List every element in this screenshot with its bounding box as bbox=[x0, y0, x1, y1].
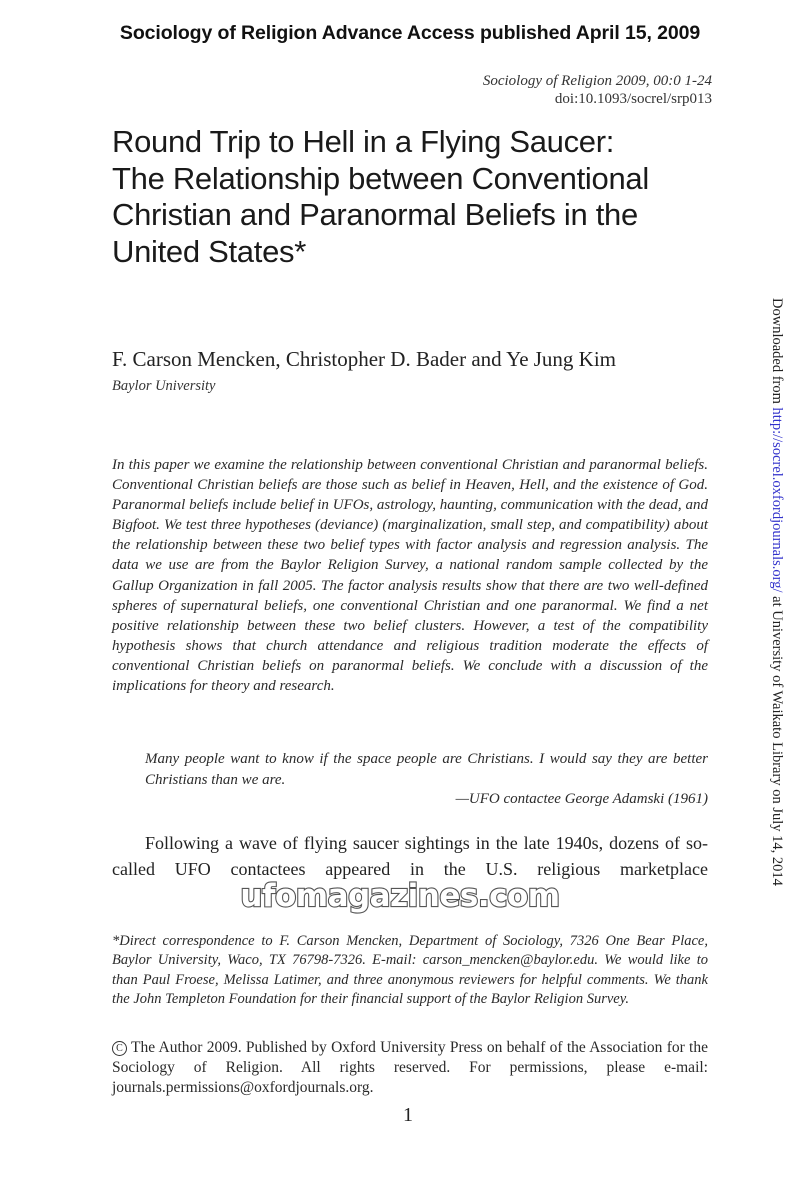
journal-site-link[interactable]: http://socrel.oxfordjournals.org/ bbox=[769, 407, 785, 593]
correspondence-footnote: *Direct correspondence to F. Carson Mencken, Department of Sociology, 7326 One Bear Place, Baylor University, Waco, TX 76798-7326. E-mail: carson_mencken@baylor.edu. We would like to than Paul Froese, Melissa Latimer, and three anonymous reviewers for helpful comments. We thank the John Templeton Foundation for their financial support of the Baylor Religion Survey. bbox=[112, 933, 708, 1008]
body-paragraph bbox=[112, 830, 708, 882]
title-line: The Relationship between Conventional bbox=[112, 160, 649, 196]
copyright-text: The Author 2009. Published by Oxford University Press on behalf of the Association for the Sociology of Religion. All rights reserved. For permissions, please e-mail: journals.permissions@oxfordjournals.org. bbox=[112, 1039, 708, 1096]
side-note-prefix: Downloaded from bbox=[769, 298, 785, 408]
title-line: United States* bbox=[112, 233, 306, 269]
epigraph-quote: Many people want to know if the space people are Christians. I would say they are better Christians than we are. bbox=[145, 751, 708, 788]
authors: F. Carson Mencken, Christopher D. Bader and Ye Jung Kim bbox=[112, 347, 617, 371]
doi: doi:10.1093/socrel/srp013 bbox=[554, 91, 712, 107]
side-note-suffix: at University of Waikato Library on July 14, 2014 bbox=[769, 592, 785, 886]
affiliation: Baylor University bbox=[112, 378, 216, 394]
watermark-logo: ufomagazines.com bbox=[240, 878, 560, 914]
title-line: Round Trip to Hell in a Flying Saucer: bbox=[112, 124, 615, 159]
copyright-notice bbox=[112, 1038, 708, 1098]
abstract: In this paper we examine the relationship between conventional Christian and paranormal beliefs. Conventional Christian beliefs are those such as belief in Heaven, Hell, and the existence of God. Paranormal beliefs include belief in UFOs, astrology, haunting, communication with the dead, and Bigfoot. We test three hypotheses (deviance) (marginalization, small step, and compatibility) about the relationship between these two belief types with factor analysis and regression analysis. The data we use are from the Baylor Religion Survey, a national random sample collected by the Gallup Organization in fall 2005. The factor analysis results show that there are two well-defined spheres of supernatural beliefs, one conventional Christian and one paranormal. We find a net positive relationship between these two belief clusters. However, a test of the compatibility hypothesis shows that church attendance and religious tradition moderate the effects of conventional Christian beliefs on paranormal beliefs. We conclude with a discussion of the implications for theory and research. bbox=[112, 457, 708, 695]
title-line: Christian and Paranormal Beliefs in the bbox=[112, 197, 638, 232]
body-paragraph-text: Following a wave of flying saucer sightings in the late 1940s, dozens of so-called UFO contactees appeared in the U.S. religious marketplace bbox=[112, 833, 708, 879]
journal-reference bbox=[483, 72, 712, 108]
copyright-icon: C bbox=[112, 1041, 127, 1056]
page-number: 1 bbox=[403, 1104, 413, 1126]
epigraph-attribution: —UFO contactee George Adamski (1961) bbox=[455, 791, 708, 807]
advance-access-banner: Sociology of Religion Advance Access published April 15, 2009 bbox=[119, 22, 701, 44]
article-title bbox=[112, 124, 712, 270]
journal-citation: Sociology of Religion 2009, 00:0 1-24 bbox=[482, 73, 712, 89]
download-side-note bbox=[765, 298, 785, 886]
